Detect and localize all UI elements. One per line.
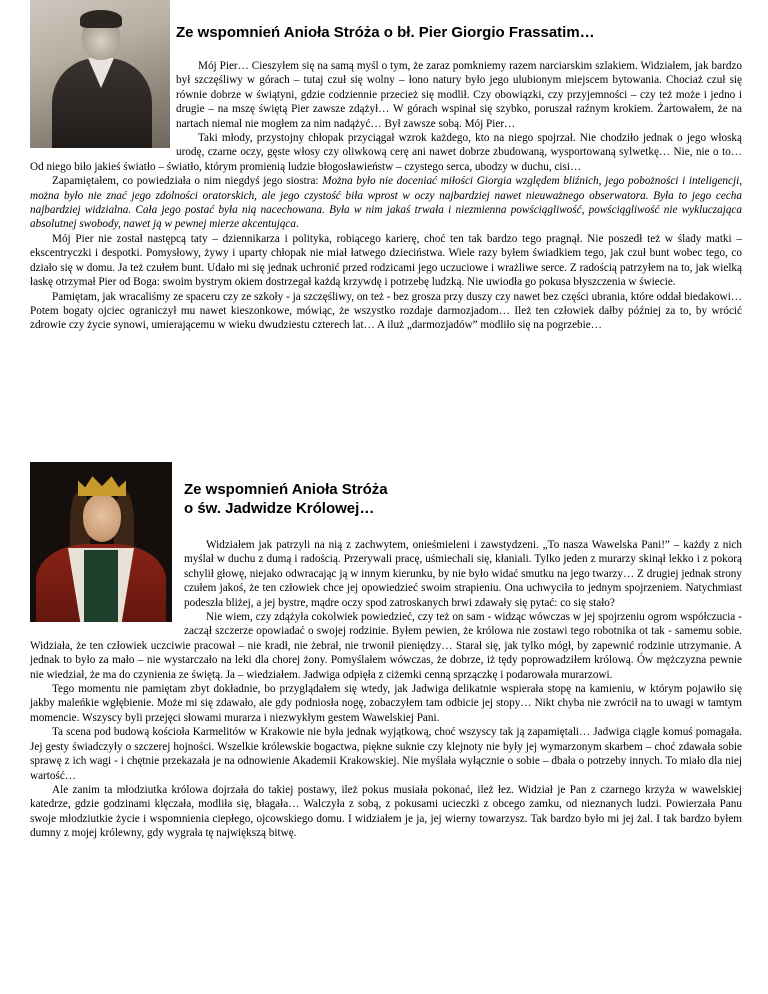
paragraph: Taki młody, przystojny chłopak przyciągał wzrok każdego, kto na niego spojrzał. Nie chodziło jednak o jego włoską urodę, czarne oczy, gęste włosy czy oliwkową cerę ani nawet dobrze zbudowaną, wysportowaną sylwetkę… Nie, nie o to… Od niego biło jakieś światło – światło, którym promienią ludzie błogosławieństw – czystego serca, ubodzy w duchu, cisi…	[30, 132, 742, 173]
paragraph: Ale zanim ta młodziutka królowa dojrzała do takiej postawy, ileż pokus musiała pokonać, ileż łez. Widział je Pan z czarnego krzyża w wawelskiej katedrze, gdzie godzinami klęczała, modliła się, błagała… Walczyła z sobą, z pokusami ucieczki z obcego zamku, od nieznanych ludzi. Powierzała Panu swoje młodziutkie życie i wspomnienia ciepłego, ojcowskiego domu. I widziałem je ja, jej wierny towarzysz. Tak bardzo było mi jej żal. I tak bardzo byłem dumny z mojej królewny, gdy wygrała tę największą bitwę.	[30, 783, 742, 840]
article-frassati	[30, 0, 742, 333]
portrait-face	[83, 494, 121, 542]
paragraph: Nie wiem, czy zdążyła cokolwiek powiedzieć, czy też on sam - widząc wówczas w jej spojrzeniu ogrom współczucia - zaczął szczerze opowiadać o swojej rodzinie. Byłem pewien, że królowa nie zostawi tego robotnika ot tak - samemu sobie. Widziała, że ten człowiek uczciwie pracował – nie kradł, nie żebrał, nie trwonił pieniędzy… Starał się, jak tylko mógł, by zapewnić rodzinie utrzymanie. A jednak to było za mało – nie wystarczało na leki dla chorej żony. Pomyślałem wówczas, że dobrze, iż tędy poprowadziłem królową. Ów mężczyzna pewnie nie wiedział, że ma do czynienia ze świętą. Ja – wiedziałem. Jadwiga odpięła z ciżemki cenną sprzączkę i podarowała murarzowi.	[30, 611, 742, 681]
title-line: o św. Jadwidze Królowej…	[184, 500, 375, 517]
paragraph: Pamiętam, jak wracaliśmy ze spaceru czy ze szkoły - ja szczęśliwy, on też - bez grosza przy duszy czy nawet bez części ubrania, które oddał biedakowi… Potem bogaty ojciec ograniczył mu nawet kieszonkowe, mówiąc, że wszystko rozdaje darmozjadom… Ileż ten człowiek dałby później za to, by wrócić zdrowie czy życie synowi, umierającemu w wieku dwudziestu czterech lat… A iluż „darmozjadów” modliło się na pogrzebie…	[30, 290, 742, 332]
paragraph: Ta scena pod budową kościoła Karmelitów w Krakowie nie była jednak wyjątkową, choć wszyscy tak ją zapamiętali… Jadwiga ciągle komuś pomagała. Jej gesty świadczyły o szczerej hojności. Wszelkie królewskie bogactwa, piękne suknie czy klejnoty nie były jej wymarzonym skarbem – choć zdawała sobie sprawę z ich wagi - i chętnie przekazała je na odnowienie Akademii Krakowskiej. Nie myślała wyłącznie o sobie – dbała o potrzeby innych. To miało dla niej wartość…	[30, 726, 742, 782]
quote-lead: Zapamiętałem, co powiedziała o nim niegdyś jego siostra:	[52, 175, 323, 188]
portrait-hair	[80, 10, 122, 28]
article-jadwiga	[30, 462, 742, 841]
paragraph-quote	[30, 174, 742, 232]
paragraph: Mój Pier… Cieszyłem się na samą myśl o tym, że zaraz pomkniemy razem narciarskim szlakiem. Widziałem, jak bardzo był szczęśliwy w górach – tutaj czuł się wolny – łono natury było jego ulubionym miejscem bytowania. Chociaż czuł się równie dobrze w świątyni, gdzie codziennie przecież się modlił. Czy obowiązki, czy przyjemności – czy też może i jedno i drugie – na mszę świętą Pier zawsze zdążył… W górach wspinał się szybko, poruszał raźnym krokiem. Żartowałem, że na nartach niemal nie mogłem za nim nadążyć… Był zawsze sobą. Mój Pier…	[176, 60, 742, 130]
title-line: Ze wspomnień Anioła Stróża	[184, 481, 388, 498]
paragraph: Widziałem jak patrzyli na nią z zachwytem, onieśmieleni i zawstydzeni. „To nasza Wawelska Pani!” – każdy z nich myślał w duchu z dumą i radością. Przerywali pracę, uśmiechali się, kłaniali. Tylko jeden z murarzy skinął lekko i z pokorą schylił głowę, niejako odwracając ją w innym kierunku, by nie było widać smutku na jego twarzy… Z drugiej jednak strony czułem jakoś, że ten człowiek chce jej opowiedzieć swoim strapieniu. Ona uchwyciła to jednym spojrzeniem. Natychmiast podeszła bliżej, a jej bystre, mądre oczy spod zatroskanych brwi zdawały się pytać: co się stało?	[184, 539, 742, 609]
article-title: Ze wspomnień Anioła Stróża o bł. Pier Giorgio Frassatim…	[176, 24, 595, 41]
sister-quote: Można było nie doceniać miłości Giorgia względem bliźnich, jego pobożności i inteligencji, można było nie znać jego zdolności oratorskich, ale jego czystość biła wprost w oczy najbardziej nawet nieuważnego obserwatora. Była to jego cecha najbardziej widzialna. Cała jego postać była nią nacechowana. Była w nim jakaś trwała i niezmienna powściągliwość, powściągliwość nie wykluczająca absolutnej swobody, nawet ją w pewnej mierze akcentująca	[30, 175, 742, 231]
paragraph: Tego momentu nie pamiętam zbyt dokładnie, bo przyglądałem się wtedy, jak Jadwiga delikatnie wspierała stopę na kamieniu, w którym pojawiło się jakby maleńkie wgłębienie. Może mi się zdawało, ale gdy podniosła nogę, zobaczyłem tam odbicie jej stopy… Nikt chyba nie zwrócił na to uwagi w tamtym momencie. Wszyscy byli przejęci słowami murarza i niezwykłym gestem Wawelskiej Pani.	[30, 683, 742, 724]
portrait-frassati-photo	[30, 0, 170, 148]
portrait-gown	[84, 550, 118, 622]
portrait-jadwiga-painting	[30, 462, 172, 622]
quote-end: .	[295, 218, 299, 231]
crown-icon	[78, 474, 126, 496]
paragraph: Mój Pier nie został następcą taty – dziennikarza i polityka, robiącego karierę, choć ten tak bardzo tego pragnął. Nie poszedł też w ślady matki – ekscentryczki i despotki. Pomysłowy, żywy i uparty chłopak nie miał łatwego dzieciństwa. Wiele razy byłem świadkiem tego, jak czuł bunt wobec tego, co działo się w domu. Ja też czułem bunt. Udało mi się jednak uchronić przed rodzicami jego uczuciowe i wrażliwe serce. Z radością patrzyłem na to, jak wielką łaskę otrzymał Pier od Boga: swoim bystrym okiem dostrzegał każdą krzywdę i potrzebę ludzką. Nie uwiodła go pokusa błyszczenia w świecie.	[30, 232, 742, 289]
